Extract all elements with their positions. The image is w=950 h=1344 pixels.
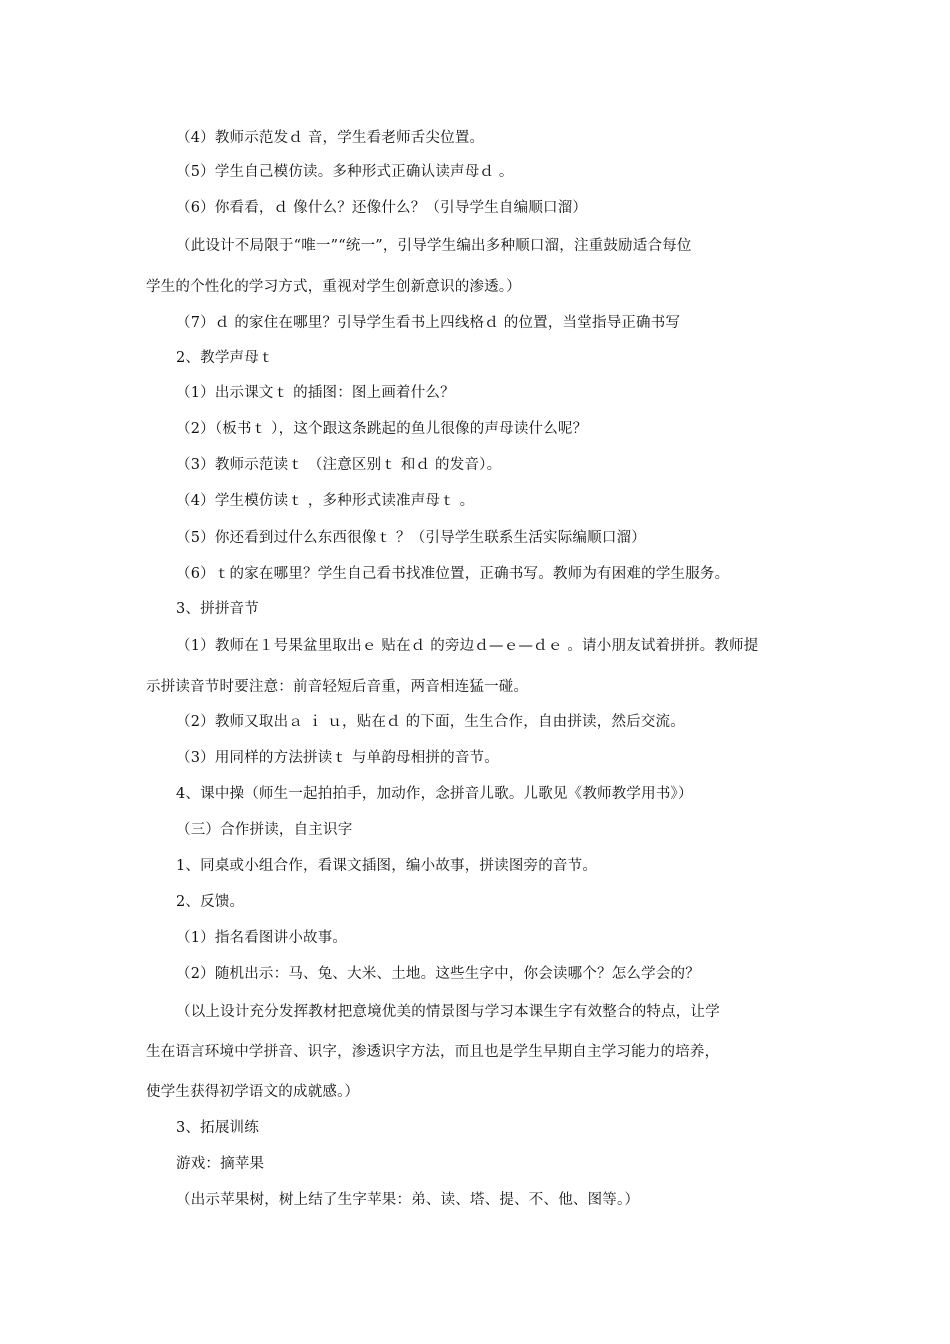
text-line: 游戏：摘苹果	[176, 1156, 265, 1172]
text-line: （6）你看看，ｄ 像什么？还像什么？（引导学生自编顺口溜）	[176, 200, 588, 216]
text-line: 3、拼拼音节	[176, 601, 259, 617]
text-line: （出示苹果树，树上结了生字苹果：弟、读、塔、提、不、他、图等。）	[176, 1192, 640, 1208]
text-line: （2）教师又取出ａ ｉ ｕ，贴在ｄ 的下面，生生合作，自由拼读，然后交流。	[176, 714, 685, 730]
text-line: （5）学生自己模仿读。多种形式正确认读声母ｄ 。	[176, 164, 514, 180]
text-line: 生在语言环境中学拼音、识字，渗透识字方法，而且也是学生早期自主学习能力的培养，	[146, 1044, 720, 1060]
text-line: （三）合作拼读，自主识字	[176, 822, 353, 838]
text-line: （以上设计充分发挥教材把意境优美的情景图与学习本课生字有效整合的特点，让学	[176, 1004, 720, 1020]
text-line: （3）教师示范读ｔ （注意区别ｔ 和ｄ 的发音）。	[176, 457, 502, 473]
text-line: 使学生获得初学语文的成就感。）	[146, 1084, 360, 1100]
text-line: 2、反馈。	[176, 894, 245, 910]
text-line: （6）ｔ的家在哪里？学生自己看书找准位置，正确书写。教师为有困难的学生服务。	[176, 566, 730, 582]
text-line: 示拼读音节时要注意：前音轻短后音重，两音相连猛一碰。	[146, 679, 529, 695]
text-line: （3）用同样的方法拼读ｔ 与单韵母相拼的音节。	[176, 750, 499, 766]
text-line: 4、课中操（师生一起拍拍手，加动作，念拼音儿歌。儿歌见《教师教学用书》）	[176, 786, 693, 802]
text-line: 3、拓展训练	[176, 1120, 259, 1136]
text-line: 学生的个性化的学习方式，重视对学生创新意识的渗透。）	[146, 279, 521, 295]
text-line: （5）你还看到过什么东西很像ｔ ？（引导学生联系生活实际编顺口溜）	[176, 530, 646, 546]
text-line: （1）指名看图讲小故事。	[176, 930, 348, 946]
text-line: 2、教学声母ｔ	[176, 350, 274, 366]
text-line: （1）出示课文ｔ 的插图：图上画着什么？	[176, 385, 455, 401]
text-line: 1、同桌或小组合作，看课文插图，编小故事，拼读图旁的音节。	[176, 858, 598, 874]
text-line: （1）教师在１号果盆里取出ｅ 贴在ｄ 的旁边ｄ—ｅ—ｄｅ 。请小朋友试着拼拼。教师提	[176, 638, 759, 654]
text-line: （4）学生模仿读ｔ ，多种形式读准声母ｔ 。	[176, 493, 475, 509]
text-line: （2）（板书ｔ ），这个跟这条跳起的鱼儿很像的声母读什么呢？	[176, 421, 588, 437]
text-line: （此设计不局限于“唯一”“统一”，引导学生编出多种顺口溜，注重鼓励适合每位	[176, 238, 692, 254]
text-line: （2）随机出示：马、兔、大米、土地。这些生字中，你会读哪个？怎么学会的？	[176, 966, 700, 982]
text-line: （4）教师示范发ｄ 音，学生看老师舌尖位置。	[176, 130, 485, 146]
text-line: （7）ｄ 的家住在哪里？引导学生看书上四线格ｄ 的位置，当堂指导正确书写	[176, 315, 681, 331]
